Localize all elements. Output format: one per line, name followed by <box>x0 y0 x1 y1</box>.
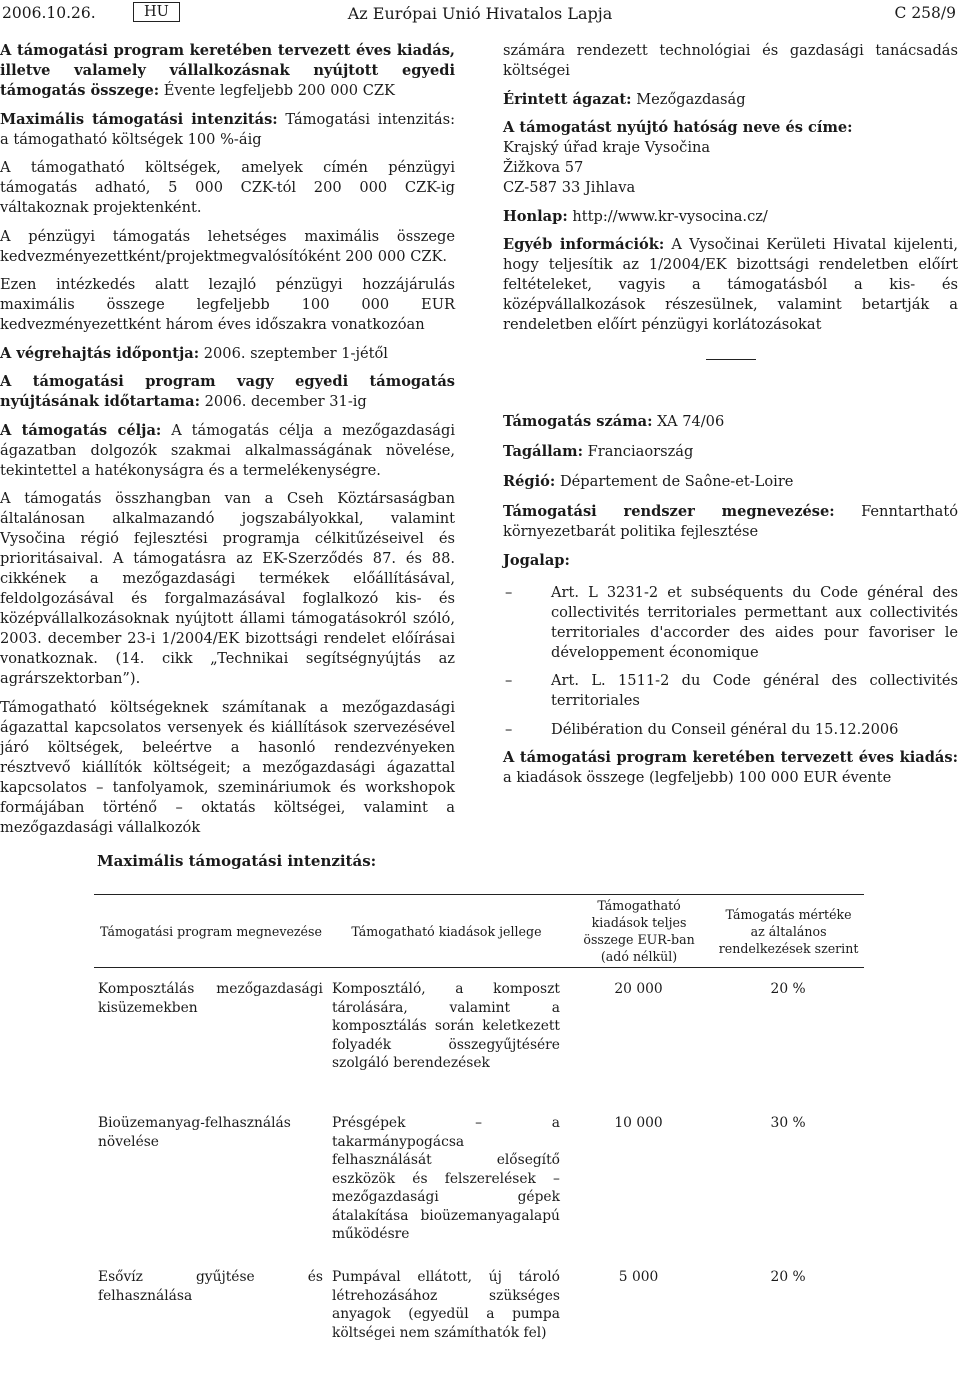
paragraph: A támogatás összhangban van a Cseh Köztársaságban általánosan alkalmazandó jogszabályokkal, valamint Vysočina régió fejlesztési programja célkitűzéseivel és prioritásaival. A támogatásra az EK-Szerződés 87. és 88. cikkének a mezőgazdasági termékek előállításával, feldolgozásával és forgalmazásával foglalkozó kis- és középvállalkozásoknak nyújtott állami támogatásokról szóló, 2003. december 23-i 1/2004/EK bizottsági rendelet előírásai vonatkoznak. (14. cikk „Technikai segítségnyújtás az agrárszektorban”). <box>0 490 455 687</box>
legal-basis-item <box>503 671 958 711</box>
section-label: A támogatási program keretében tervezett éves kiadás: <box>503 749 958 766</box>
program-cell: Komposztálás mezőgazdasági kisüzemekben <box>98 981 323 1016</box>
annual-expenditure-section <box>0 41 455 101</box>
aid-number-section <box>503 412 958 432</box>
paragraph: Ezen intézkedés alatt lezajló pénzügyi hozzájárulás maximális összege legfeljebb 100 000 EUR kedvezményezettként három éves időszakra vonatkozóan <box>0 276 455 333</box>
section-text: a kiadások összege (legfeljebb) 100 000 EUR évente <box>503 769 892 786</box>
section-text: 2006. december 31-ig <box>204 393 367 410</box>
table-title: Maximális támogatási intenzitás: <box>97 852 377 870</box>
section-label: A végrehajtás időpontja: <box>0 344 200 362</box>
max-intensity-table <box>94 894 864 1358</box>
section-text: Támogatási intenzitás: a támogatható költségek 100 %-áig <box>0 110 456 148</box>
nature-cell: Présgépek – a takarmánypogácsa felhasználását elősegítő eszközök és felszerelések – mezőgazdasági gépek átalakítása bioüzemanyagalapú működésre <box>331 1115 560 1242</box>
legal-basis-item <box>503 583 958 663</box>
table-header-row <box>94 895 864 968</box>
website-link[interactable]: http://www.kr-vysocina.cz/ <box>572 207 768 225</box>
scheme-title-section <box>503 502 958 542</box>
issue-date: 2006.10.26. <box>2 4 96 22</box>
section-text: A támogatás célja a mezőgazdasági ágazatban dolgozók szakmai alkalmasságának növelése, tekintettel a hatékonyságra és a termelékenységre. <box>0 421 455 479</box>
address-line: Krajský úřad kraje Vysočina <box>503 139 711 156</box>
section-label: Támogatás száma: <box>503 413 653 430</box>
section-label: A támogatási program keretében tervezett éves kiadás, illetve valamely vállalkozásnak nyújtott egyedi támogatás összege: <box>0 42 455 99</box>
address-line: Žižkova 57 <box>503 159 584 176</box>
section-text: Fenntartható környezetbarát politika fejlesztése <box>503 503 958 540</box>
right-column <box>503 41 958 797</box>
program-cell: Bioüzemanyag-felhasználás növelése <box>98 1115 291 1150</box>
section-text: Département de Saône-et-Loire <box>559 473 794 490</box>
column-header: Támogatás mértéke az általános rendelkezések szerint <box>713 895 864 968</box>
paragraph: számára rendezett technológiai és gazdasági tanácsadás költségei <box>503 42 958 79</box>
other-info-section <box>503 235 958 335</box>
item-text: Art. L. 1511-2 du Code général des collectivités territoriales <box>551 672 958 709</box>
section-text: XA 74/06 <box>657 413 725 430</box>
amount-cell: 5 000 <box>618 1269 659 1285</box>
program-cell: Esővíz gyűjtése és felhasználása <box>98 1269 323 1304</box>
dash-marker: – <box>505 672 513 689</box>
section-text: Franciaország <box>587 443 694 460</box>
section-text: Évente legfeljebb 200 000 CZK <box>163 82 395 99</box>
table-row <box>94 1256 864 1358</box>
page-header <box>0 0 960 30</box>
item-text: Art. L 3231-2 et subséquents du Code général des collectivités territoriales permettant aux collectivités territoriales d'accorder des aides pour favoriser le développement économique <box>551 583 958 661</box>
implementation-date-section <box>0 344 455 364</box>
table-row <box>94 1102 864 1256</box>
column-header: Támogatható kiadások teljes összege EUR-ban (adó nélkül) <box>565 895 713 968</box>
annual-expenditure-section <box>503 748 958 788</box>
authority-section <box>503 118 958 138</box>
section-text: A Vysočinai Kerületi Hivatal kijelenti, hogy teljesítik az 1/2004/EK bizottsági rendeletben előírt feltételeket, vagyis a támogatásból a kis- és középvállalkozások részesülnek, valamint betartják a rendeletben előírt pénzügyi korlátozásokat <box>503 236 958 333</box>
rate-cell: 20 % <box>770 981 806 997</box>
section-label: Érintett ágazat: <box>503 90 632 108</box>
legal-basis-section <box>503 551 958 571</box>
table-row <box>94 968 864 1103</box>
section-text: Mezőgazdaság <box>636 90 746 108</box>
sector-section <box>503 90 958 110</box>
section-label: Tagállam: <box>503 443 583 460</box>
section-label: Támogatási rendszer megnevezése: <box>503 503 835 520</box>
section-label: Jogalap: <box>503 551 570 569</box>
legal-basis-item <box>503 720 958 740</box>
authority-address <box>503 138 958 198</box>
dash-marker: – <box>505 583 513 601</box>
objective-section <box>0 421 455 481</box>
section-label: A támogatási program vagy egyedi támogatás nyújtásának időtartama: <box>0 373 455 410</box>
website-section <box>503 207 958 227</box>
nature-cell: Pumpával ellátott, új tároló létrehozásához szükséges anyagok (egyedül a pumpa költségei nem számíthatók fel) <box>331 1269 560 1341</box>
section-label: Honlap: <box>503 207 568 225</box>
nature-cell: Komposztáló, a komposzt tárolására, valamint a komposztálás során keletkezett folyadék összegyűjtésére szolgáló berendezések <box>331 981 560 1071</box>
left-column <box>0 41 455 846</box>
column-header: Támogatási program megnevezése <box>94 895 328 968</box>
section-label: A támogatást nyújtó hatóság neve és címe: <box>503 119 853 136</box>
rate-cell: 20 % <box>770 1269 806 1285</box>
paragraph: Támogatható költségeknek számítanak a mezőgazdasági ágazattal kapcsolatos versenyek és kiállítások szervezésével járó költségek, beleértve a hasonló rendezvényeken résztvevő kiállítók költségeit; a mezőgazdasági ágazattal kapcsolatos – tanfolyamok, szemináriumok és workshopok formájában történő – oktatás költségei, valamint a mezőgazdasági vállalkozók <box>0 698 455 836</box>
paragraph: A pénzügyi támogatás lehetséges maximális összege kedvezményezettként/projektmegvalósítóként 200 000 CZK. <box>0 227 455 265</box>
journal-title: Az Európai Unió Hivatalos Lapja <box>347 4 613 23</box>
section-label: Maximális támogatási intenzitás: <box>0 110 278 128</box>
member-state-section <box>503 442 958 462</box>
section-label: A támogatás célja: <box>0 421 162 439</box>
page-reference: C 258/9 <box>894 4 956 22</box>
column-header: Támogatható kiadások jellege <box>328 895 565 968</box>
section-divider <box>706 359 756 360</box>
amount-cell: 10 000 <box>614 1115 663 1131</box>
paragraph: A támogatható költségek, amelyek címén pénzügyi támogatás adható, 5 000 CZK-tól 200 000 CZK-ig váltakoznak projektenként. <box>0 159 455 216</box>
language-badge: HU <box>133 2 180 22</box>
rate-cell: 30 % <box>770 1115 806 1131</box>
duration-section <box>0 372 455 412</box>
dash-marker: – <box>505 720 513 738</box>
region-section <box>503 472 958 492</box>
section-label: Régió: <box>503 473 556 490</box>
section-label: Egyéb információk: <box>503 236 665 253</box>
amount-cell: 20 000 <box>614 981 663 997</box>
section-text: 2006. szeptember 1-jétől <box>203 344 388 362</box>
item-text: Délibération du Conseil général du 15.12.2006 <box>551 720 899 738</box>
address-line: CZ-587 33 Jihlava <box>503 179 636 196</box>
max-intensity-section <box>0 110 455 150</box>
